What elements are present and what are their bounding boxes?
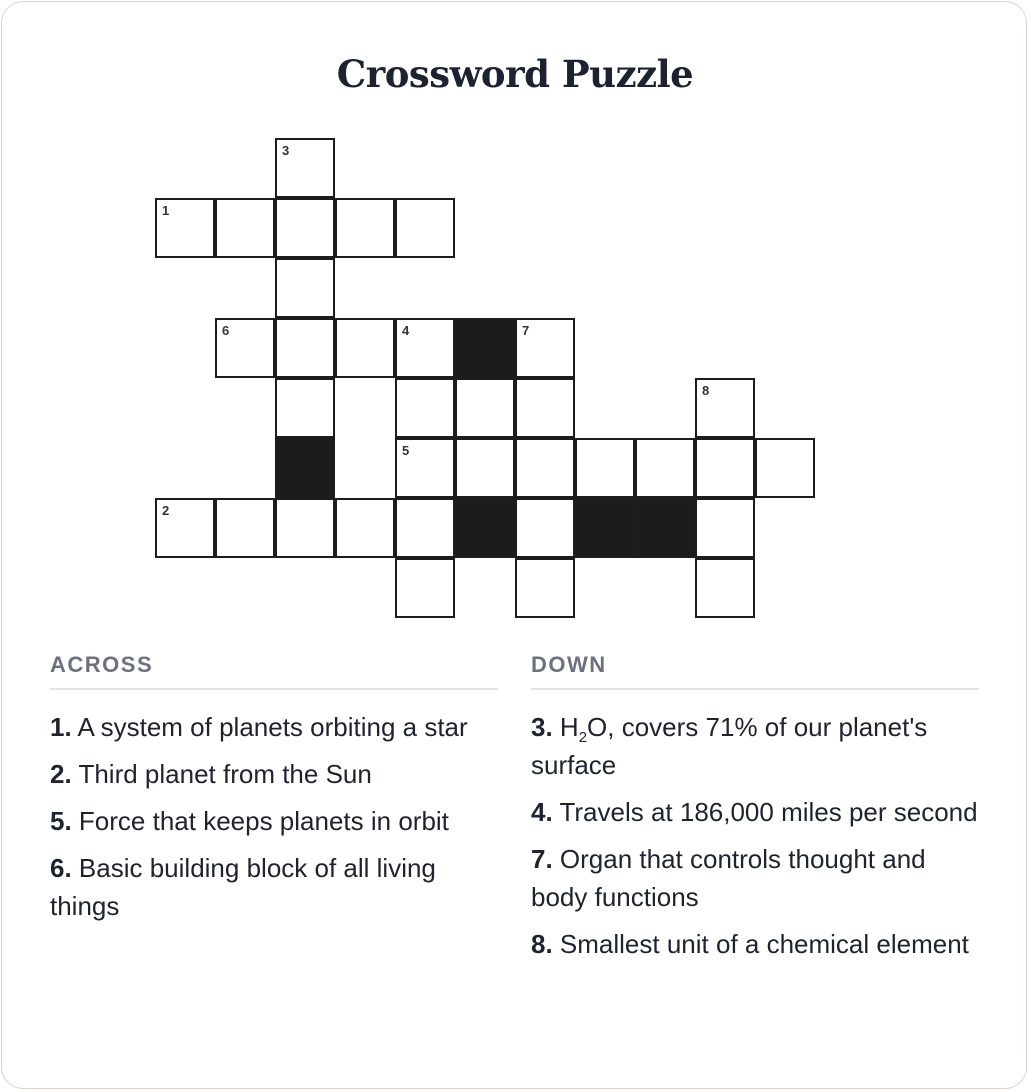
crossword-cell[interactable] (275, 138, 335, 198)
crossword-cell[interactable] (755, 438, 815, 498)
clue-number: 5. (50, 806, 72, 836)
clue-across-2 (50, 755, 498, 793)
cell-number: 3 (282, 143, 290, 158)
clue-down-8 (531, 925, 979, 963)
crossword-cell[interactable] (155, 498, 215, 558)
clue-down-4 (531, 793, 979, 831)
crossword-cell[interactable] (395, 198, 455, 258)
crossword-cell[interactable] (215, 318, 275, 378)
clue-number: 7. (531, 844, 553, 874)
crossword-cell[interactable] (695, 498, 755, 558)
clue-down-3 (531, 708, 979, 784)
crossword-cell[interactable] (515, 558, 575, 618)
clue-down-7 (531, 840, 979, 916)
clue-text: Force that keeps planets in orbit (78, 806, 449, 836)
crossword-cell[interactable] (575, 438, 635, 498)
crossword-cell[interactable] (335, 198, 395, 258)
down-heading: DOWN (531, 652, 979, 690)
clue-across-5 (50, 802, 498, 840)
clue-number: 8. (531, 929, 553, 959)
crossword-cell[interactable] (395, 378, 455, 438)
crossword-cell[interactable] (215, 198, 275, 258)
clue-number: 2. (50, 759, 72, 789)
crossword-cell[interactable] (275, 198, 335, 258)
clue-across-1 (50, 708, 498, 746)
crossword-cell[interactable] (515, 438, 575, 498)
clue-text: A system of planets orbiting a star (77, 712, 468, 742)
crossword-cell[interactable] (695, 438, 755, 498)
across-heading: ACROSS (50, 652, 498, 690)
crossword-cell[interactable] (335, 318, 395, 378)
cell-number: 5 (402, 443, 410, 458)
crossword-cell[interactable] (395, 498, 455, 558)
crossword-cell[interactable] (395, 318, 455, 378)
crossword-cell[interactable] (515, 498, 575, 558)
clue-text: Smallest unit of a chemical element (559, 929, 969, 959)
crossword-cell[interactable] (275, 258, 335, 318)
cell-number: 2 (162, 503, 170, 518)
crossword-cell[interactable] (635, 438, 695, 498)
cell-number: 4 (402, 323, 410, 338)
crossword-cell[interactable] (335, 498, 395, 558)
clue-subscript: 2 (578, 729, 588, 746)
clue-text-prefix: H (559, 712, 579, 742)
clue-text: Third planet from the Sun (78, 759, 372, 789)
crossword-cell[interactable] (515, 318, 575, 378)
crossword-cell[interactable] (275, 318, 335, 378)
crossword-cell[interactable] (395, 438, 455, 498)
blocked-cell (455, 498, 515, 558)
crossword-cell[interactable] (275, 498, 335, 558)
clue-text: Basic building block of all living things (50, 853, 436, 921)
blocked-cell (455, 318, 515, 378)
page-title: Crossword Puzzle (336, 52, 694, 96)
cell-number: 6 (222, 323, 230, 338)
crossword-cell[interactable] (155, 198, 215, 258)
crossword-cell[interactable] (455, 438, 515, 498)
clue-number: 6. (50, 853, 72, 883)
cell-number: 8 (702, 383, 710, 398)
blocked-cell (575, 498, 635, 558)
cell-number: 7 (522, 323, 530, 338)
crossword-cell[interactable] (515, 378, 575, 438)
across-clues (50, 652, 498, 934)
down-clues (531, 652, 979, 972)
blocked-cell (275, 438, 335, 498)
clue-text: O, covers 71% of our planet's surface (531, 712, 928, 780)
clue-number: 3. (531, 712, 553, 742)
crossword-cell[interactable] (275, 378, 335, 438)
cell-number: 1 (162, 203, 170, 218)
crossword-cell[interactable] (695, 378, 755, 438)
clue-across-6 (50, 849, 498, 925)
clue-text: Travels at 186,000 miles per second (559, 797, 978, 827)
crossword-cell[interactable] (215, 498, 275, 558)
clue-text: Organ that controls thought and body functions (531, 844, 926, 912)
crossword-cell[interactable] (695, 558, 755, 618)
crossword-cell[interactable] (395, 558, 455, 618)
blocked-cell (635, 498, 695, 558)
clue-number: 4. (531, 797, 553, 827)
clue-number: 1. (50, 712, 72, 742)
crossword-cell[interactable] (455, 378, 515, 438)
